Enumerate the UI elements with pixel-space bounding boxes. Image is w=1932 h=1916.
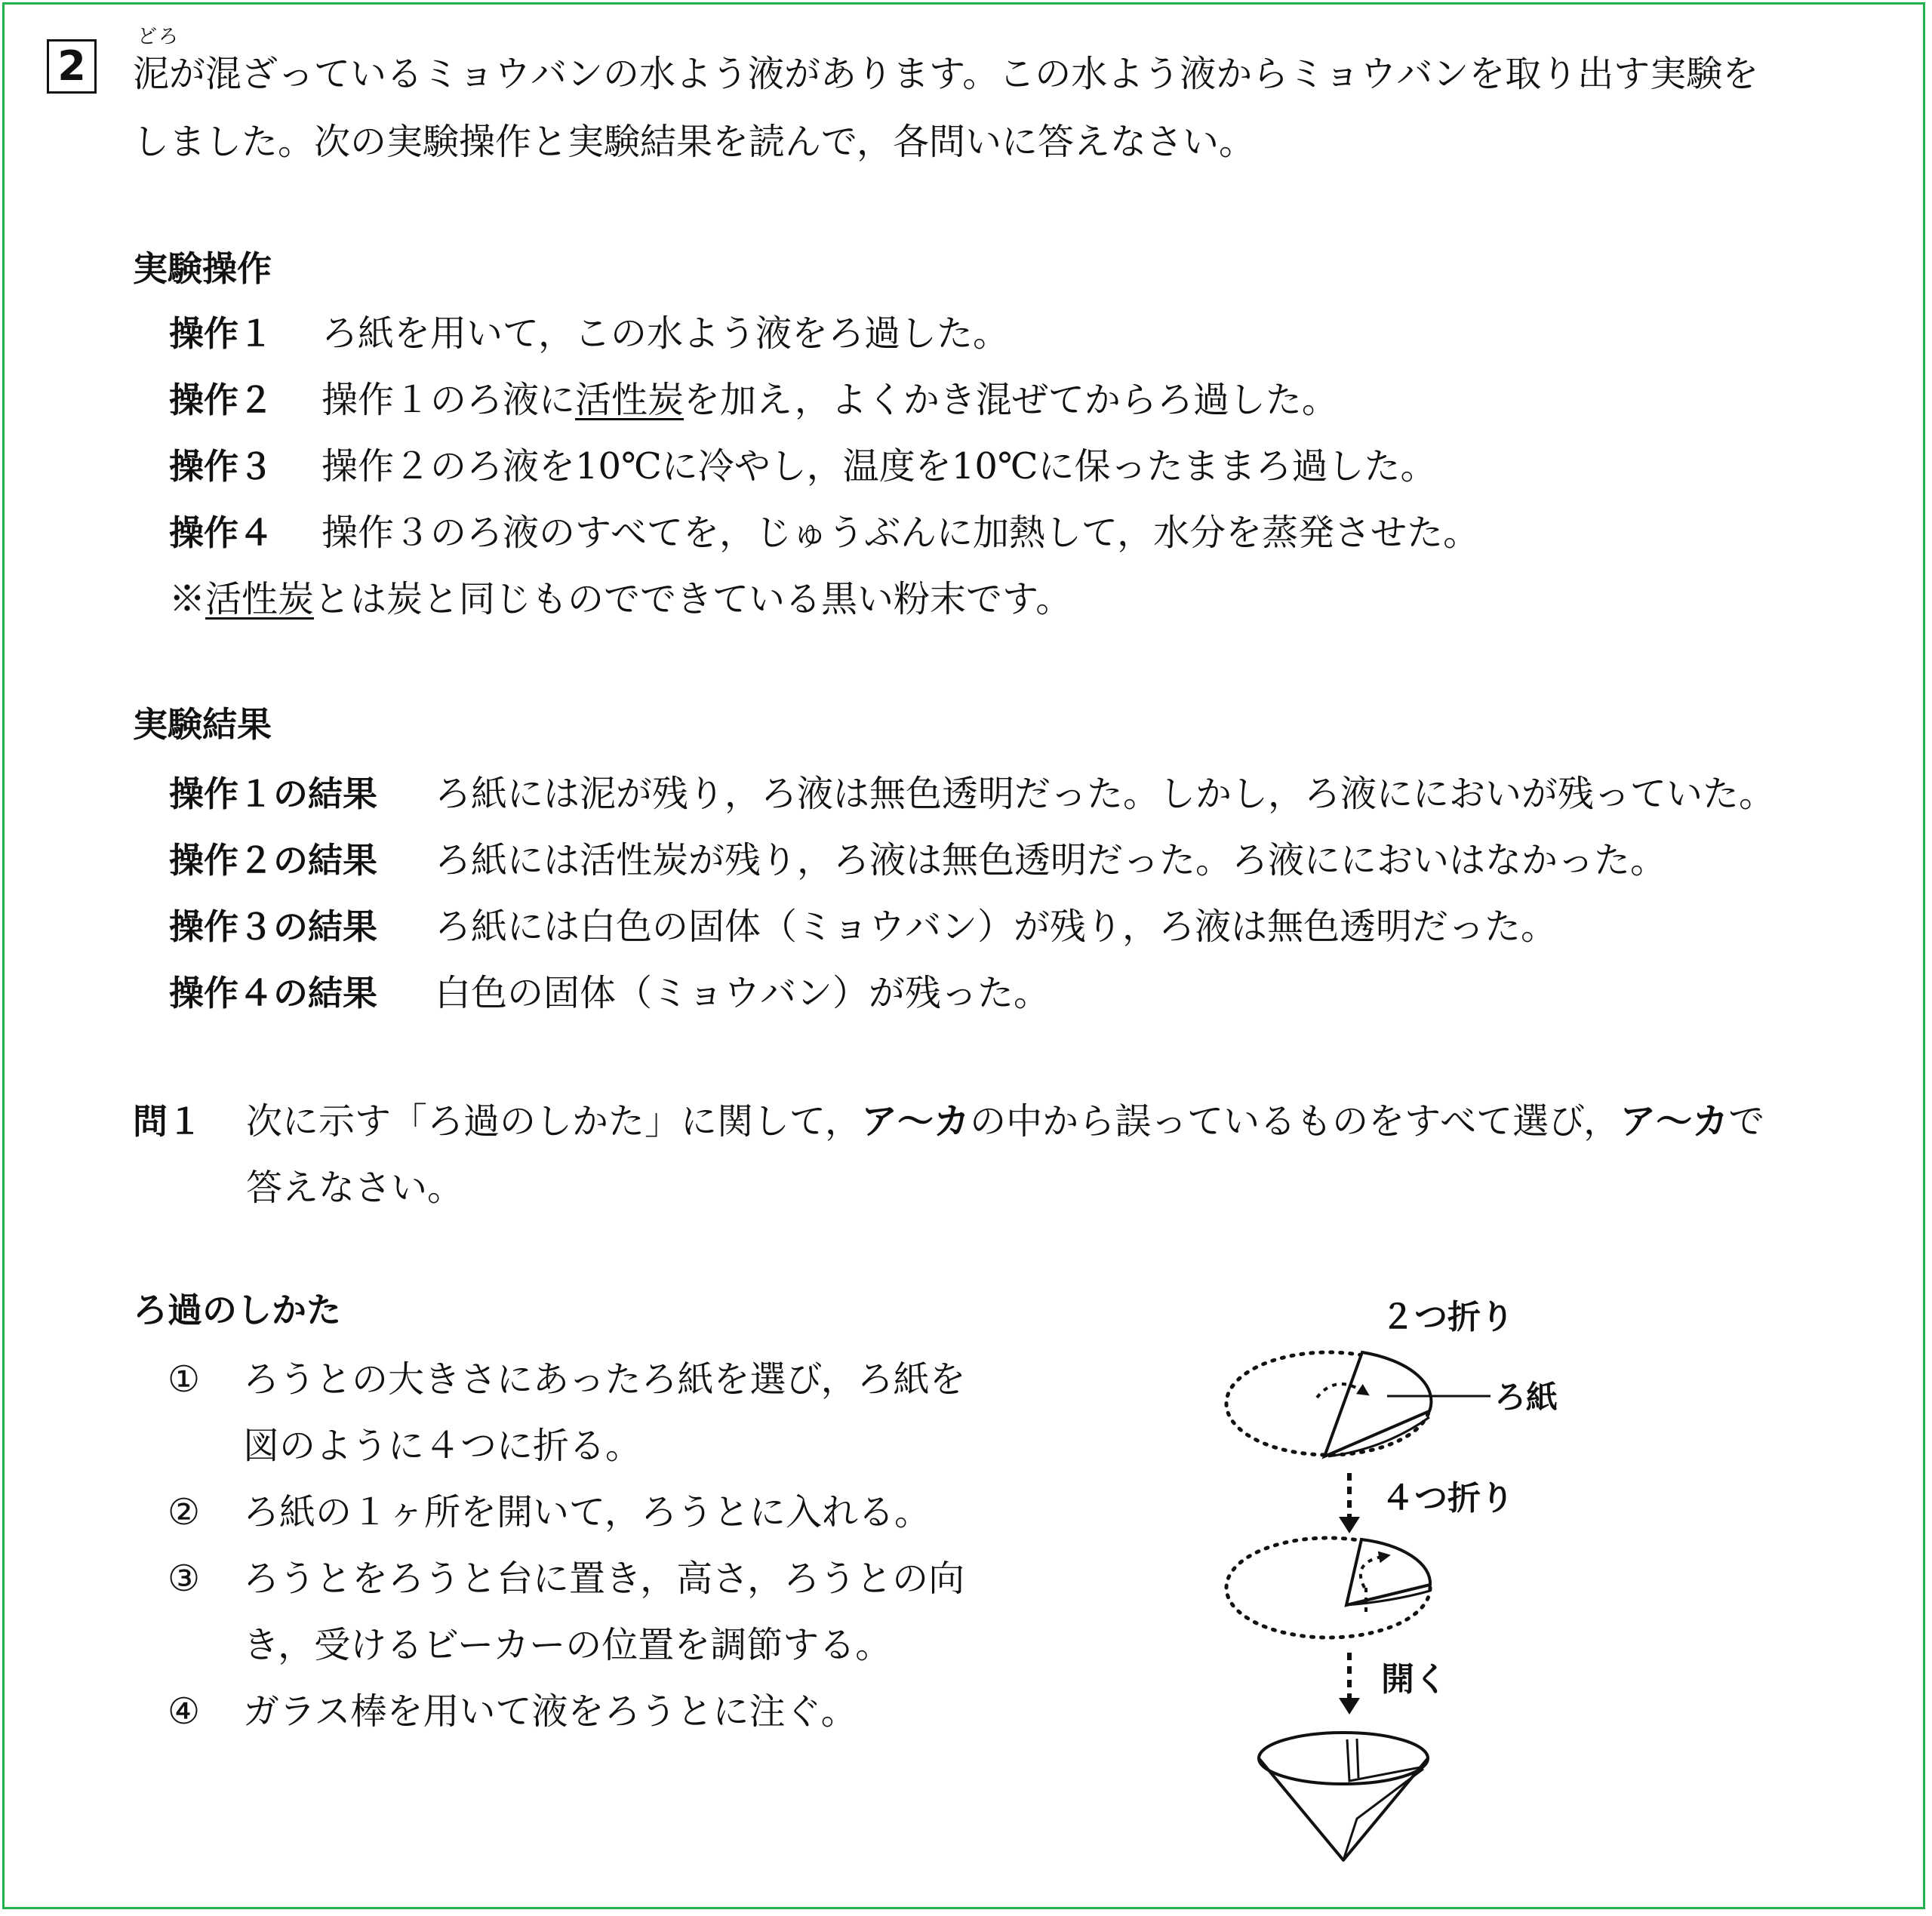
result-3-label: 操作３の結果 bbox=[169, 906, 377, 947]
operation-1-text: ろ紙を用いて，この水よう液をろ過した。 bbox=[321, 312, 1010, 355]
result-2-label: 操作２の結果 bbox=[169, 840, 377, 881]
label-filter-paper: ろ紙 bbox=[1494, 1379, 1558, 1416]
operation-3-text: 操作２のろ液を10℃に冷やし，温度を10℃に保ったままろ過した。 bbox=[321, 445, 1437, 487]
step-1-number: ① bbox=[168, 1358, 201, 1401]
result-4-label: 操作４の結果 bbox=[169, 973, 377, 1013]
intro-line-2: しました。次の実験操作と実験結果を読んで，各問いに答えなさい。 bbox=[133, 121, 1256, 163]
question-1-line-2: 答えなさい。 bbox=[246, 1167, 464, 1209]
operation-2-label: 操作２ bbox=[169, 380, 273, 420]
step-2-line-1: ろ紙の１ヶ所を開いて，ろうとに入れる。 bbox=[243, 1491, 931, 1533]
label-fold-2: ２つ折り bbox=[1381, 1298, 1514, 1336]
operations-heading: 実験操作 bbox=[133, 248, 272, 289]
operation-4-text: 操作３のろ液のすべてを，じゅうぶんに加熱して，水分を蒸発させた。 bbox=[321, 512, 1480, 554]
cone-rim bbox=[1259, 1733, 1428, 1784]
operation-2-text: 操作１のろ液に活性炭を加え，よくかき混ぜてからろ過した。 bbox=[321, 379, 1338, 421]
question-1-line-1: 次に示す「ろ過のしかた」に関して，ア～カの中から誤っているものをすべて選び，ア～カで bbox=[246, 1100, 1765, 1143]
intro-line-1: 泥が混ざっているミョウバンの水よう液があります。この水よう液からミョウバンを取り出す実験を bbox=[133, 53, 1759, 95]
result-1-text: ろ紙には泥が残り，ろ液は無色透明だった。しかし，ろ液ににおいが残っていた。 bbox=[435, 773, 1776, 815]
filter-paper-folding-figure bbox=[1223, 1298, 1615, 1871]
step-3-number: ③ bbox=[168, 1558, 201, 1600]
quarter-folded-paper bbox=[1346, 1539, 1430, 1605]
step-1-line-1: ろうとの大きさにあったろ紙を選び，ろ紙を bbox=[243, 1358, 966, 1401]
question-1-label: 問１ bbox=[133, 1101, 202, 1142]
filtering-heading: ろ過のしかた bbox=[133, 1290, 341, 1330]
operation-1-label: 操作１ bbox=[169, 313, 273, 354]
ruby-doro: どろ bbox=[137, 26, 180, 48]
operation-4-label: 操作４ bbox=[169, 512, 273, 553]
down-arrow-1-head bbox=[1339, 1517, 1360, 1533]
operation-3-label: 操作３ bbox=[169, 446, 273, 487]
result-4-text: 白色の固体（ミョウバン）が残った。 bbox=[435, 972, 1051, 1014]
result-1-label: 操作１の結果 bbox=[169, 773, 377, 814]
half-folded-paper bbox=[1324, 1352, 1431, 1456]
label-fold-4: ４つ折り bbox=[1381, 1479, 1514, 1518]
label-open: 開く bbox=[1381, 1660, 1447, 1699]
result-2-text: ろ紙には活性炭が残り，ろ液は無色透明だった。ろ液ににおいはなかった。 bbox=[435, 839, 1667, 881]
result-3-text: ろ紙には白色の固体（ミョウバン）が残り，ろ液は無色透明だった。 bbox=[435, 906, 1558, 948]
step-3-line-2: き，受けるビーカーの位置を調節する。 bbox=[243, 1624, 892, 1666]
folding-diagram bbox=[1223, 1298, 1615, 1871]
cone-inner-layer-2 bbox=[1357, 1739, 1358, 1778]
step-3-line-1: ろうとをろうと台に置き，高さ，ろうとの向 bbox=[243, 1558, 965, 1600]
problem-number: 2 bbox=[47, 39, 97, 94]
underlined-activated-carbon: 活性炭 bbox=[575, 379, 685, 421]
operations-note: ※活性炭とは炭と同じものでできている黒い粉末です。 bbox=[169, 578, 1072, 620]
step-2-number: ② bbox=[168, 1491, 201, 1533]
step-1-line-2: 図のように４つに折る。 bbox=[243, 1425, 642, 1467]
step-4-number: ④ bbox=[168, 1690, 201, 1733]
step-4-line-1: ガラス棒を用いて液をろうとに注ぐ。 bbox=[243, 1690, 857, 1733]
down-arrow-2-head bbox=[1339, 1698, 1360, 1715]
results-heading: 実験結果 bbox=[133, 704, 272, 745]
note-underlined-term: 活性炭 bbox=[205, 578, 315, 620]
